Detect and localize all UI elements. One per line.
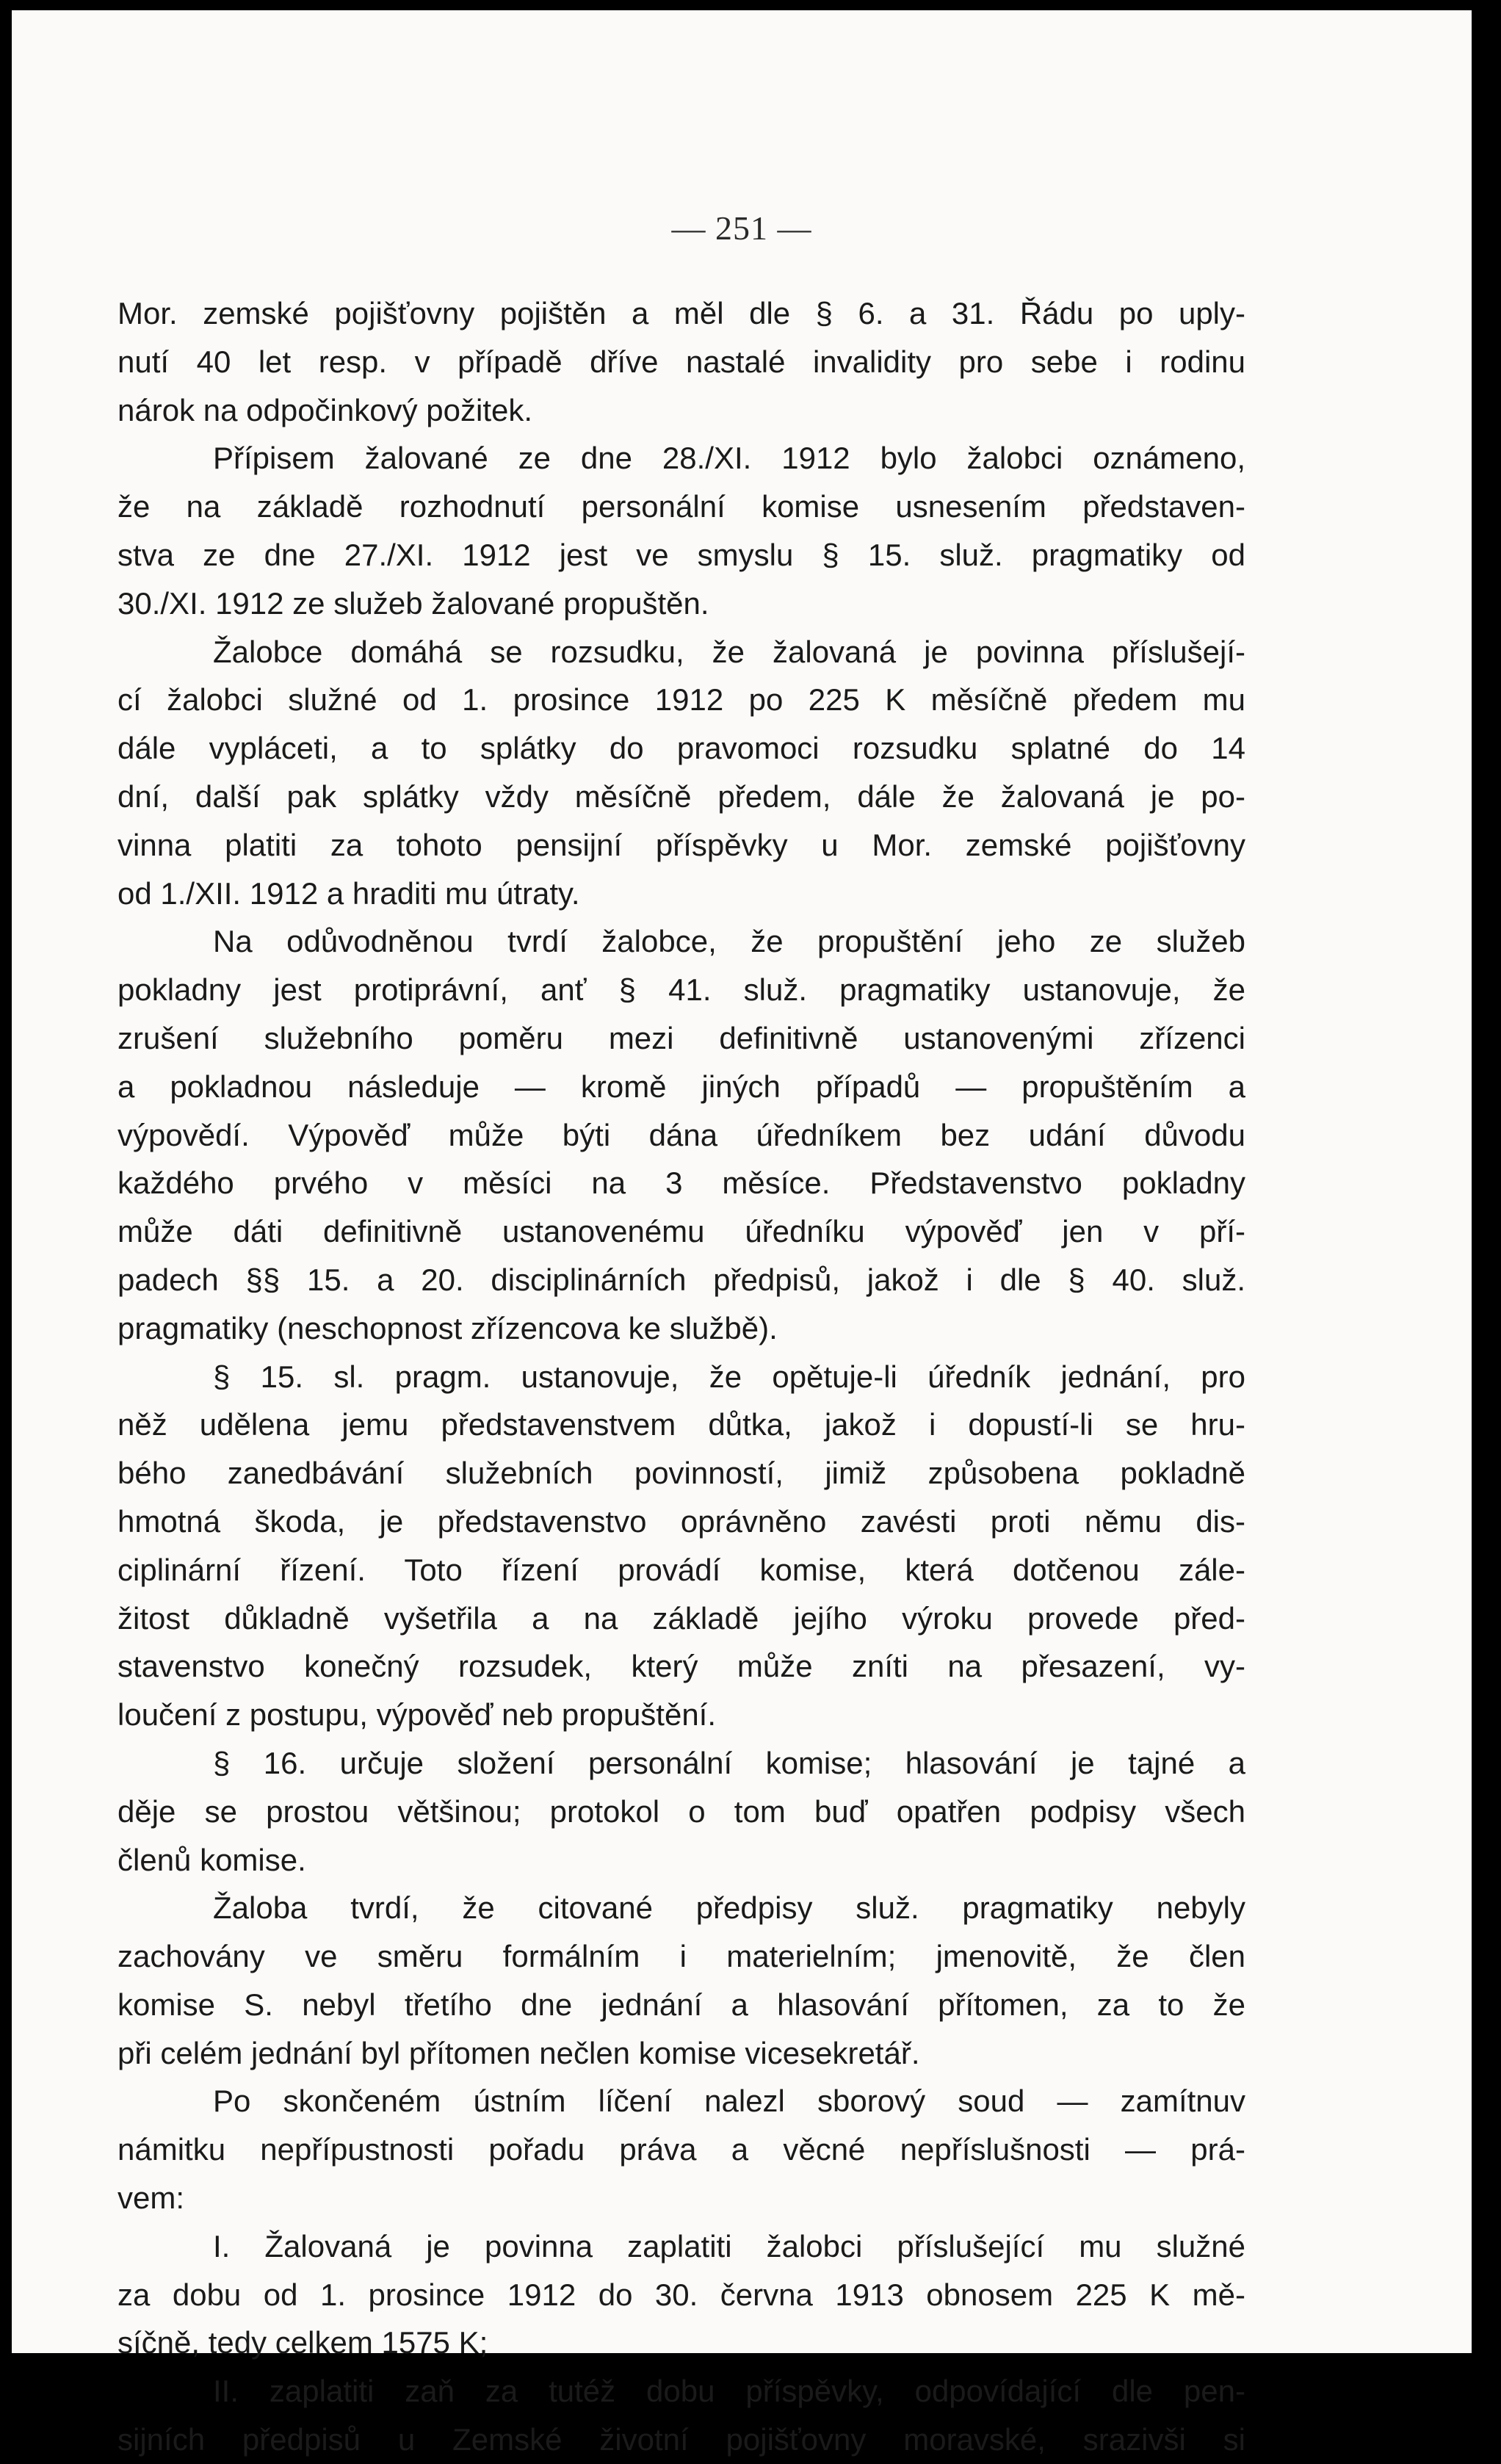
text-line: Na odůvodněnou tvrdí žalobce, že propuštění jeho ze služeb [213, 924, 1245, 959]
paragraph-4 [117, 917, 1245, 1352]
text-line: děje se prostou většinou; protokol o tom buď opatřen podpisy všech [117, 1793, 1245, 1829]
text-line: nárok na odpočinkový požitek. [117, 392, 533, 427]
text-line: Žaloba tvrdí, že citované předpisy služ. pragmatiky nebyly [213, 1890, 1245, 1926]
text-line: Po skončeném ústním líčení nalezl sborový soud — zamítnuv [213, 2084, 1245, 2119]
text-line: loučení z postupu, výpověď neb propuštění. [117, 1697, 717, 1733]
paragraph-5 [117, 1353, 1245, 1739]
text-line: při celém jednání byl přítomen nečlen komise vicesekretář. [117, 2035, 920, 2070]
text-line: síčně, tedy celkem 1575 K; [117, 2325, 488, 2360]
text-line: výpovědí. Výpověď může býti dána úředníkem bez udání důvodu [117, 1117, 1245, 1152]
text-line: vinna platiti za tohoto pensijní příspěvky u Mor. zemské pojišťovny [117, 827, 1245, 862]
text-line: 30./XI. 1912 ze služeb žalované propuštěn. [117, 585, 709, 621]
text-line: pragmatiky (neschopnost zřízencova ke službě). [117, 1310, 778, 1345]
text-line: členů komise. [117, 1842, 306, 1877]
text-line: ciplinární řízení. Toto řízení provádí komise, která dotčenou zále- [117, 1552, 1245, 1587]
text-line: stavenstvo konečný rozsudek, který může zníti na přesazení, vy- [117, 1649, 1245, 1684]
text-line: § 15. sl. pragm. ustanovuje, že opětuje-li úředník jednání, pro [213, 1359, 1245, 1394]
paragraph-2 [117, 434, 1245, 627]
paragraph-6 [117, 1739, 1245, 1884]
text-line: § 16. určuje složení personální komise; hlasování je tajné a [213, 1745, 1245, 1780]
body-text [117, 289, 1245, 2464]
text-line: stva ze dne 27./XI. 1912 jest ve smyslu § 15. služ. pragmatiky od [117, 537, 1245, 572]
text-line: za dobu od 1. prosince 1912 do 30. června 1913 obnosem 225 K mě- [117, 2277, 1245, 2312]
text-line: komise S. nebyl třetího dne jednání a hlasování přítomen, za to že [117, 1987, 1245, 2022]
paragraph-9 [117, 2222, 1245, 2367]
paragraph-10 [117, 2367, 1245, 2464]
text-line: a pokladnou následuje — kromě jiných případů — propuštěním a [117, 1069, 1245, 1104]
text-line: padech §§ 15. a 20. disciplinárních předpisů, jakož i dle § 40. služ. [117, 1262, 1245, 1297]
text-line: od 1./XII. 1912 a hraditi mu útraty. [117, 875, 580, 911]
paragraph-7 [117, 1884, 1245, 2077]
text-line: sijních předpisů u Zemské životní pojišťovny moravské, srazivši si [117, 2422, 1245, 2457]
text-line: nutí 40 let resp. v případě dříve nastalé invalidity pro sebe i rodinu [117, 344, 1245, 379]
text-line: II. zaplatiti zaň za tutéž dobu příspěvky, odpovídající dle pen- [213, 2374, 1245, 2409]
paragraph-8 [117, 2077, 1245, 2222]
text-line: něž udělena jemu představenstvem důtka, jakož i dopustí-li se hru- [117, 1407, 1245, 1442]
text-line: bého zanedbávání služebních povinností, jimiž způsobena pokladně [117, 1456, 1245, 1491]
paragraph-1 [117, 289, 1245, 434]
text-line: zrušení služebního poměru mezi definitivně ustanovenými zřízenci [117, 1020, 1245, 1055]
text-line: že na základě rozhodnutí personální komise usnesením představen- [117, 489, 1245, 524]
paragraph-3 [117, 628, 1245, 918]
text-line: může dáti definitivně ustanovenému úředníku výpověď jen v pří- [117, 1214, 1245, 1249]
text-line: Mor. zemské pojišťovny pojištěn a měl dle § 6. a 31. Řádu po uply- [117, 296, 1245, 330]
text-line: každého prvého v měsíci na 3 měsíce. Představenstvo pokladny [117, 1166, 1245, 1201]
text-line: I. Žalovaná je povinna zaplatiti žalobci příslušející mu služné [213, 2228, 1245, 2264]
text-line: Žalobce domáhá se rozsudku, že žalovaná je povinna příslušejí- [213, 634, 1245, 669]
text-line: zachovány ve směru formálním i materielním; jmenovitě, že člen [117, 1939, 1245, 1974]
text-line: cí žalobci služné od 1. prosince 1912 po 225 K měsíčně předem mu [117, 682, 1245, 718]
text-line: žitost důkladně vyšetřila a na základě jejího výroku provede před- [117, 1600, 1245, 1636]
text-line: námitku nepřípustnosti pořadu práva a věcné nepříslušnosti — prá- [117, 2132, 1245, 2167]
document-page [12, 10, 1472, 2457]
text-line: pokladny jest protiprávní, anť § 41. služ. pragmatiky ustanovuje, že [117, 972, 1245, 1008]
text-line: Přípisem žalované ze dne 28./XI. 1912 bylo žalobci oznámeno, [213, 441, 1245, 476]
page-number: — 251 — [671, 209, 812, 247]
text-line: dále vypláceti, a to splátky do pravomoci rozsudku splatné do 14 [117, 731, 1245, 766]
text-line: vem: [117, 2181, 185, 2216]
text-line: hmotná škoda, je představenstvo oprávněno zavésti proti němu dis- [117, 1503, 1245, 1539]
text-line: dní, další pak splátky vždy měsíčně předem, dále že žalovaná je po- [117, 778, 1245, 814]
